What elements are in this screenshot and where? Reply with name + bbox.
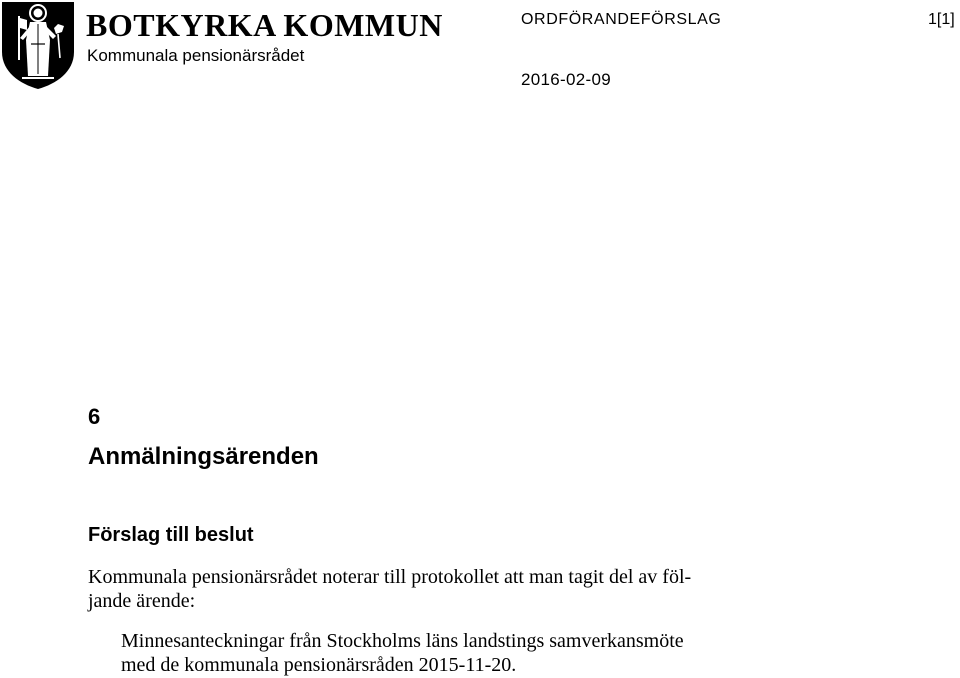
referenced-item-line: med de kommunala pensionärsråden 2015-11-20.: [121, 654, 517, 676]
department-name: Kommunala pensionärsrådet: [87, 46, 305, 65]
referenced-item-line: Minnesanteckningar från Stockholms läns landstings samverkansmöte: [121, 630, 684, 652]
proposal-line: jande ärende:: [88, 590, 196, 612]
document-date: 2016-02-09: [521, 70, 611, 89]
proposal-text: [88, 565, 808, 613]
botkyrka-coat-of-arms-icon: [0, 0, 76, 90]
referenced-item: [121, 629, 821, 677]
proposal-line: Kommunala pensionärsrådet noterar till protokollet att man tagit del av föl-: [88, 566, 692, 588]
agenda-item-number: 6: [88, 404, 101, 429]
document-type: ORDFÖRANDEFÖRSLAG: [521, 11, 722, 28]
agenda-item-title: Anmälningsärenden: [88, 443, 319, 470]
organization-name: BOTKYRKA KOMMUN: [86, 7, 443, 43]
proposal-heading: Förslag till beslut: [88, 524, 254, 546]
page-number: 1[1]: [928, 11, 955, 28]
